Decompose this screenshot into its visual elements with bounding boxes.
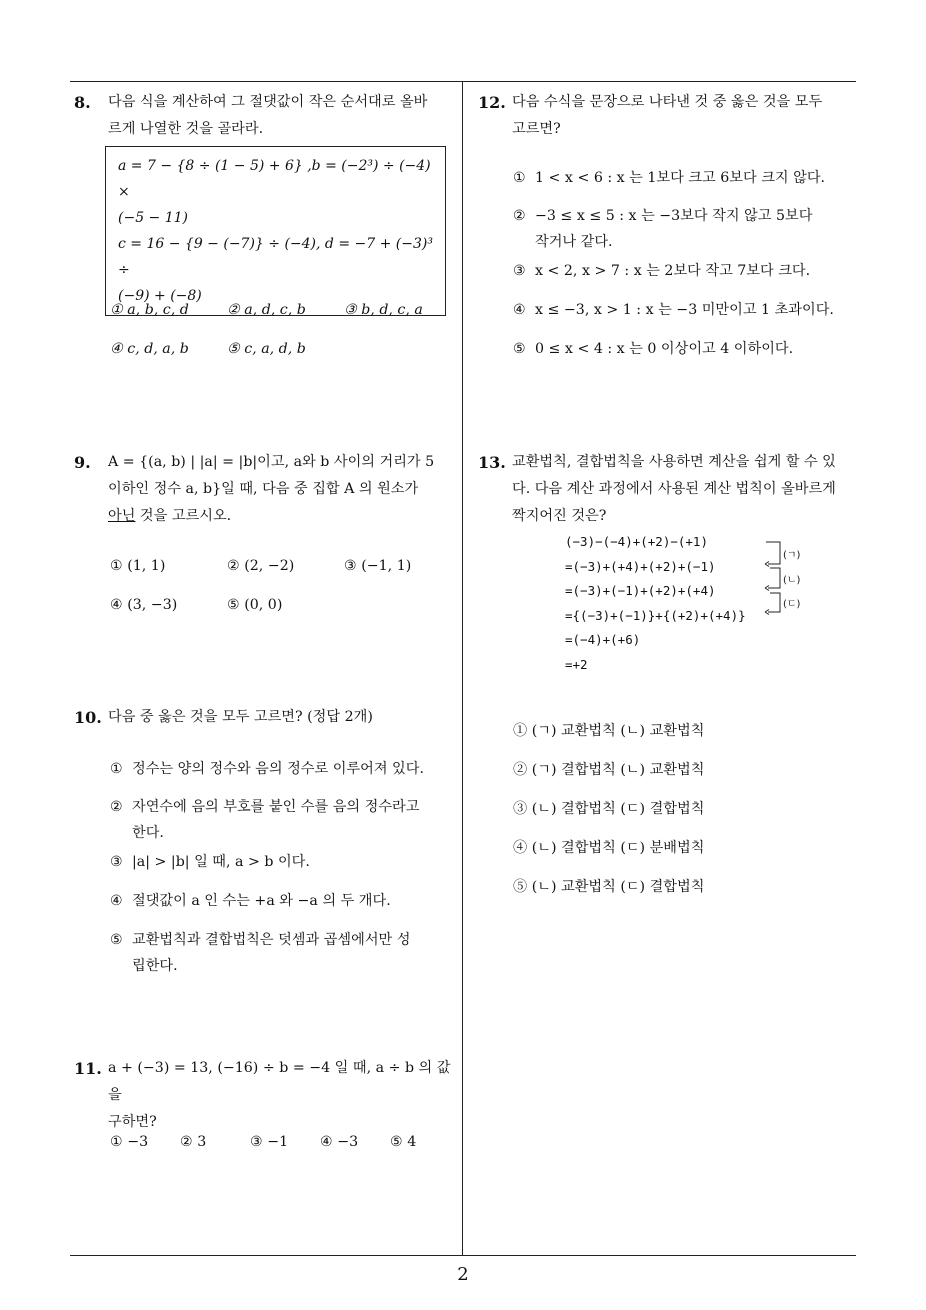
option-2[interactable]: ② −3 ≤ x ≤ 5 : x 는 −3보다 작지 않고 5보다 작거나 같다. [513,208,813,250]
question-number: 8. [74,93,91,112]
option-5[interactable]: ⑤ 교환법칙과 결합법칙은 덧셈과 곱셈에서만 성 립한다. [110,932,411,974]
option-1[interactable]: ① −3 [110,1134,149,1150]
option-1[interactable]: ① (ㄱ) 교환법칙 (ㄴ) 교환법칙 [513,723,705,739]
option-1[interactable]: ① 정수는 양의 정수와 음의 정수로 이루어져 있다. [110,761,424,777]
question-number: 13. [478,453,506,472]
question-stem: A = {(a, b) | |a| = |b|이고, a와 b 사이의 거리가 5 이하인 정수 a, b}일 때, 다음 중 집합 A 의 원소가 아닌 것을 고르시오. [108,454,435,524]
option-2[interactable]: ② 3 [180,1134,207,1150]
option-2[interactable]: ② 자연수에 음의 부호를 붙인 수를 음의 정수라고 한다. [110,799,420,841]
column-divider [462,81,463,1255]
option-1[interactable]: ① a, b, c, d [110,302,189,318]
question-stem: 다음 중 옳은 것을 모두 고르면? (정답 2개) [108,709,373,725]
option-3[interactable]: ③ (ㄴ) 결합법칙 (ㄷ) 결합법칙 [513,801,705,817]
bottom-rule [70,1255,856,1256]
question-stem: 교환법칙, 결합법칙을 사용하면 계산을 쉽게 할 수 있 다. 다음 계산 과정에서 사용된 계산 법칙이 올바르게 짝지어진 것은? [512,454,836,524]
bracket-label-3: (ㄷ) [783,599,801,610]
calc-line: =+2 [565,656,588,672]
option-3[interactable]: ③ |a| > |b| 일 때, a > b 이다. [110,854,310,870]
option-3[interactable]: ③ b, d, c, a [344,302,423,318]
calc-line: ={(−3)+(−1)}+{(+2)+(+4)} [565,607,746,623]
calculation-steps [565,530,746,677]
option-5[interactable]: ⑤ 0 ≤ x < 4 : x 는 0 이상이고 4 이하이다. [513,341,794,357]
option-1[interactable]: ① (1, 1) [110,558,166,574]
emphasis-underline: 아닌 [108,508,136,524]
option-2[interactable]: ② (2, −2) [227,558,295,574]
option-4[interactable]: ④ (ㄴ) 결합법칙 (ㄷ) 분배법칙 [513,840,705,856]
option-5[interactable]: ⑤ (0, 0) [227,597,283,613]
question-9 [74,449,459,530]
question-10 [74,704,459,731]
option-5[interactable]: ⑤ (ㄴ) 교환법칙 (ㄷ) 결합법칙 [513,879,705,895]
question-8 [74,89,459,143]
question-13 [478,449,860,530]
expression-box: a = 7 − {8 ÷ (1 − 5) + 6} ,b = (−2³) ÷ (−4) × (−5 − 11) c = 16 − {9 − (−7)} ÷ (−4), d = −7 + (−3)³ ÷ (−9) + (−8) [105,146,446,316]
question-number: 12. [478,93,506,112]
option-3[interactable]: ③ −1 [250,1134,289,1150]
option-2[interactable]: ② (ㄱ) 결합법칙 (ㄴ) 교환법칙 [513,762,705,778]
bracket-label-2: (ㄴ) [783,575,801,586]
question-12 [478,89,860,143]
option-4[interactable]: ④ 절댓값이 a 인 수는 +a 와 −a 의 두 개다. [110,893,391,909]
option-4[interactable]: ④ x ≤ −3, x > 1 : x 는 −3 미만이고 1 초과이다. [513,302,834,318]
option-1[interactable]: ① 1 < x < 6 : x 는 1보다 크고 6보다 크지 않다. [513,170,826,186]
option-4[interactable]: ④ (3, −3) [110,597,178,613]
question-11 [74,1055,459,1136]
calc-line: (−3)−(−4)+(+2)−(+1) [565,534,708,549]
option-3[interactable]: ③ x < 2, x > 7 : x 는 2보다 작고 7보다 크다. [513,263,811,279]
option-3[interactable]: ③ (−1, 1) [344,558,412,574]
top-rule [70,81,856,82]
question-number: 11. [74,1059,102,1078]
option-5[interactable]: ⑤ 4 [390,1134,417,1150]
option-4[interactable]: ④ −3 [320,1134,359,1150]
question-stem: 다음 식을 계산하여 그 절댓값이 작은 순서대로 올바 르게 나열한 것을 골라라. [108,94,428,137]
page-number: 2 [457,1264,469,1285]
question-number: 10. [74,708,102,727]
option-2[interactable]: ② a, d, c, b [227,302,306,318]
option-4[interactable]: ④ c, d, a, b [110,341,189,357]
calc-line: =(−3)+(−1)+(+2)+(+4) [565,583,716,598]
option-5[interactable]: ⑤ c, a, d, b [227,341,306,357]
question-stem: a + (−3) = 13, (−16) ÷ b = −4 일 때, a ÷ b 의 값을 구하면? [108,1060,451,1130]
question-stem: 다음 수식을 문장으로 나타낸 것 중 옳은 것을 모두 고르면? [512,94,823,137]
question-number: 9. [74,453,91,472]
bracket-label-1: (ㄱ) [783,550,801,561]
calc-line: =(−4)+(+6) [565,632,641,647]
calc-line: =(−3)+(+4)+(+2)+(−1) [565,558,716,574]
